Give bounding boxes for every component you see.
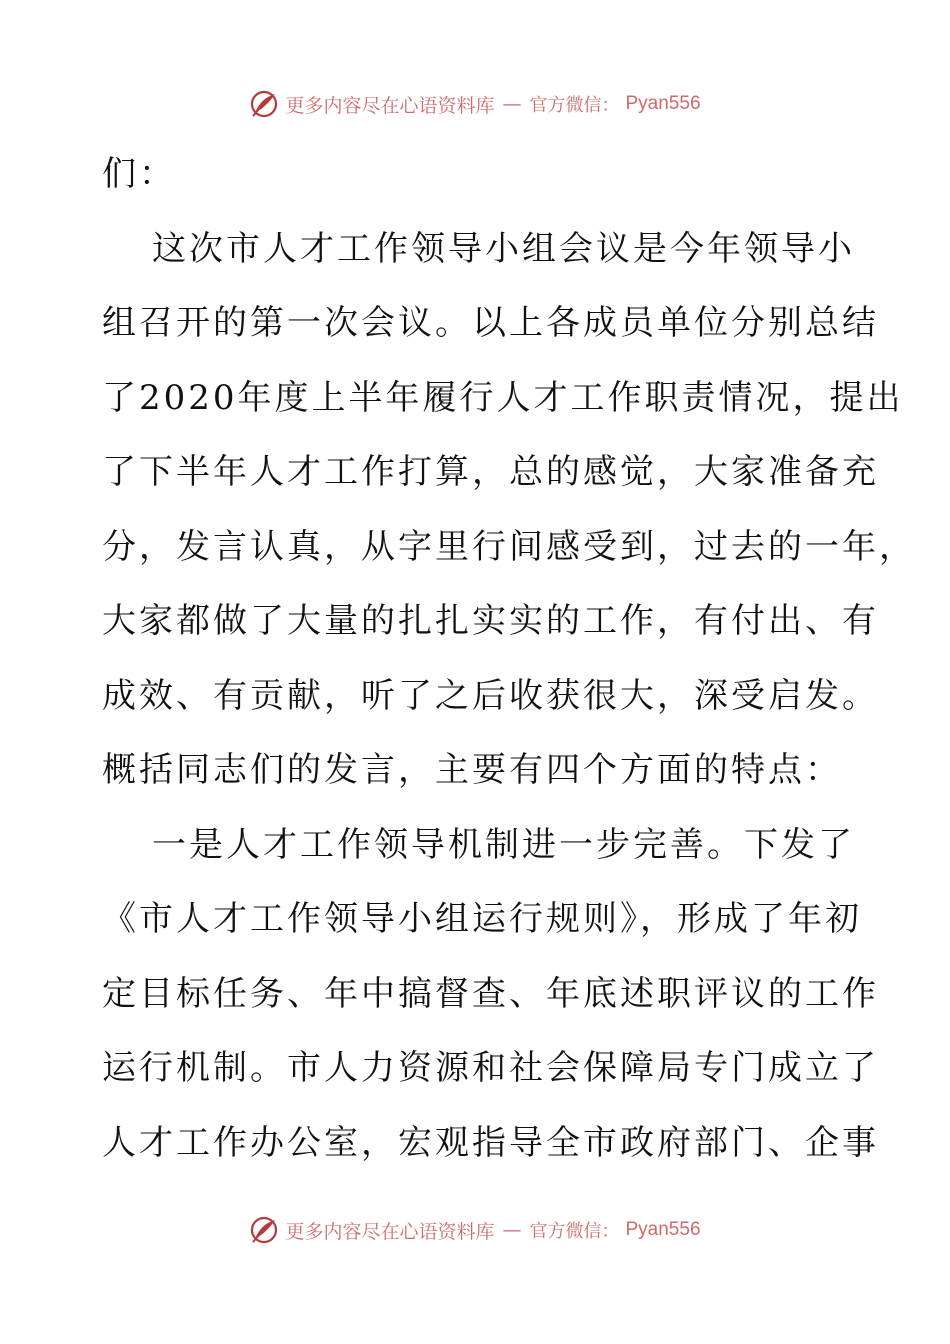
text-line: 这次市人才工作领导小组会议是今年领导小 bbox=[152, 228, 855, 269]
text-line: 人才工作办公室，宏观指导全市政府部门、企事 bbox=[102, 1122, 879, 1163]
text-line: 运行机制。市人力资源和社会保障局专门成立了 bbox=[102, 1048, 879, 1088]
watermark-wechat-id: Pyan556 bbox=[625, 93, 701, 114]
watermark-text: 更多内容尽在心语资料库 bbox=[285, 1220, 495, 1243]
text-line: 组召开的第一次会议。以上各成员单位分别总结 bbox=[102, 303, 879, 343]
text-line: 分，发言认真，从字里行间感受到，过去的一年， bbox=[102, 526, 916, 567]
text-line: 大家都做了大量的扎扎实实的工作，有付出、有 bbox=[102, 601, 879, 641]
text-line: 《市人才工作领导小组运行规则》，形成了年初 bbox=[102, 899, 862, 939]
text-line: 成效、有贡献，听了之后收获很大，深受启发。 bbox=[102, 675, 879, 716]
watermark-label: 官方微信： bbox=[529, 95, 620, 116]
watermark-label: 官方微信： bbox=[529, 1221, 620, 1242]
document-body bbox=[102, 137, 916, 1180]
watermark-text: 更多内容尽在心语资料库 bbox=[285, 94, 495, 117]
text-line: 了下半年人才工作打算，总的感觉，大家准备充 bbox=[102, 452, 879, 492]
header-watermark bbox=[0, 84, 950, 124]
footer-watermark bbox=[0, 1210, 950, 1250]
quill-logo-icon bbox=[249, 1215, 279, 1245]
watermark-dash: — bbox=[502, 93, 522, 115]
quill-logo-icon bbox=[249, 89, 279, 119]
text-line: 定目标任务、年中搞督查、年底述职评议的工作 bbox=[102, 973, 879, 1014]
watermark-wechat-id: Pyan556 bbox=[625, 1219, 701, 1240]
text-line: 了2020年度上半年履行人才工作职责情况，提出 bbox=[102, 377, 904, 418]
text-line: 们： bbox=[102, 154, 176, 194]
text-line: 一是人才工作领导机制进一步完善。下发了 bbox=[152, 824, 855, 865]
watermark-dash: — bbox=[502, 1219, 522, 1241]
text-line: 概括同志们的发言，主要有四个方面的特点： bbox=[102, 750, 842, 790]
